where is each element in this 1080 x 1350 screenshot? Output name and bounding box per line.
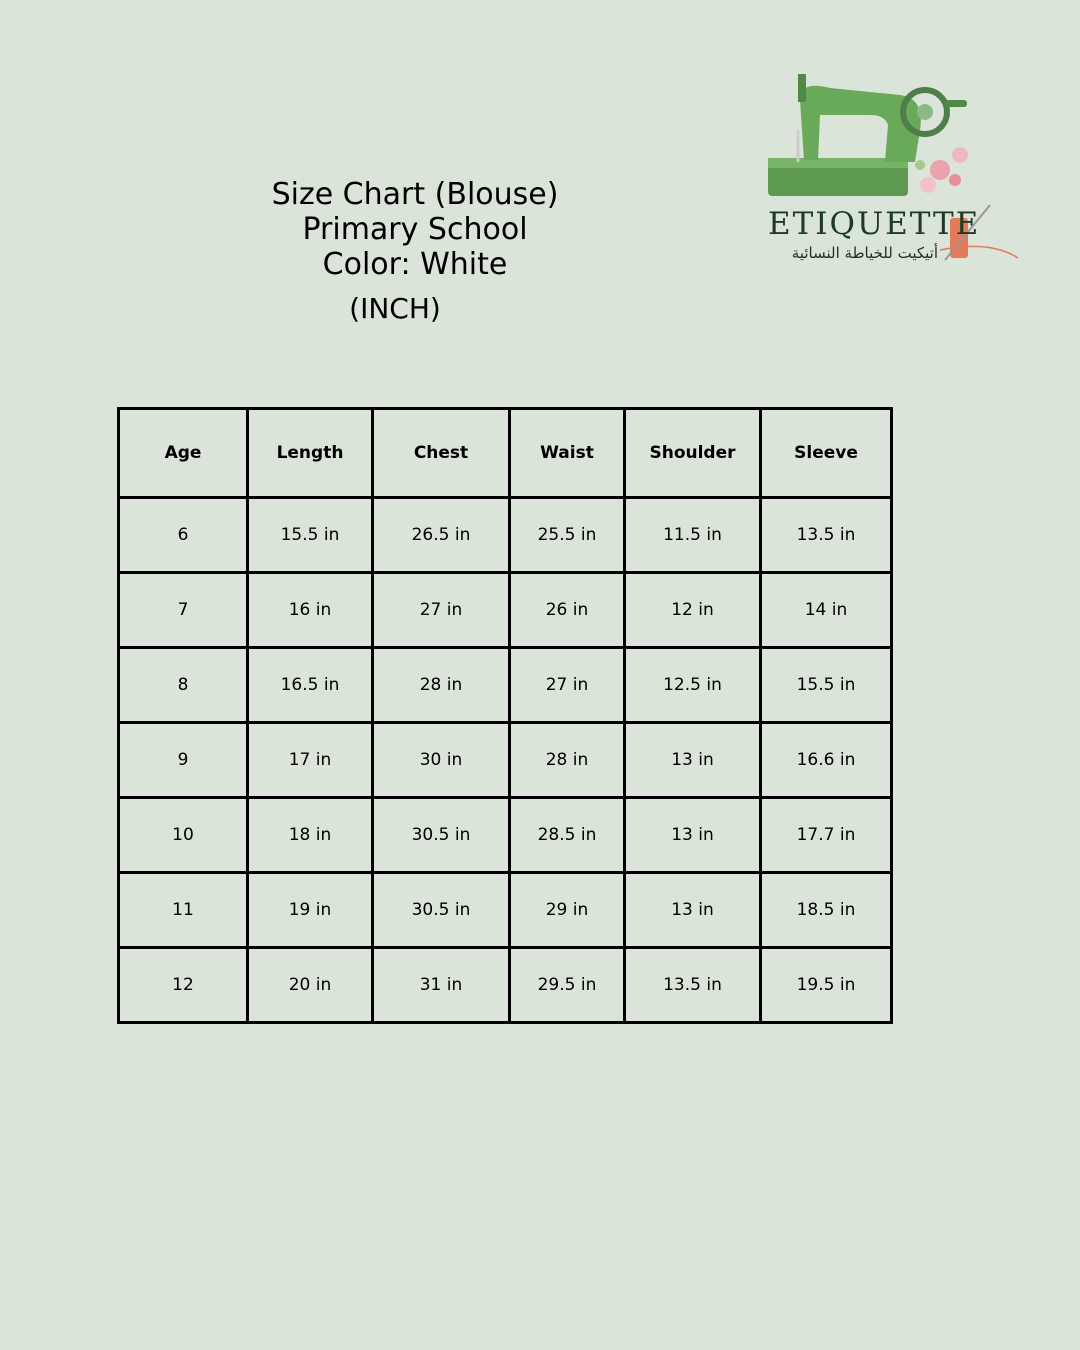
table-row (119, 798, 892, 873)
cell-age: 6 (119, 498, 248, 573)
cell-length: 20 in (248, 948, 373, 1023)
cell-waist: 26 in (510, 573, 625, 648)
header-chest: Chest (373, 409, 510, 498)
cell-waist: 28 in (510, 723, 625, 798)
brand-name: ETIQUETTE (768, 206, 981, 242)
cell-shoulder: 13.5 in (625, 948, 761, 1023)
cell-sleeve: 13.5 in (761, 498, 892, 573)
cell-length: 19 in (248, 873, 373, 948)
cell-waist: 29.5 in (510, 948, 625, 1023)
cell-sleeve: 14 in (761, 573, 892, 648)
table-row (119, 573, 892, 648)
table-row (119, 498, 892, 573)
cell-chest: 26.5 in (373, 498, 510, 573)
cell-sleeve: 19.5 in (761, 948, 892, 1023)
size-table (117, 407, 893, 1024)
cell-age: 8 (119, 648, 248, 723)
title-line-1: Size Chart (Blouse) (271, 177, 559, 212)
unit-label: (INCH) (349, 292, 441, 325)
table-header-row (119, 409, 892, 498)
cell-shoulder: 13 in (625, 798, 761, 873)
header-length: Length (248, 409, 373, 498)
cell-waist: 27 in (510, 648, 625, 723)
title-line-3: Color: White (322, 247, 508, 282)
cell-shoulder: 13 in (625, 723, 761, 798)
cell-length: 18 in (248, 798, 373, 873)
cell-shoulder: 12.5 in (625, 648, 761, 723)
cell-length: 15.5 in (248, 498, 373, 573)
cell-sleeve: 16.6 in (761, 723, 892, 798)
header-waist: Waist (510, 409, 625, 498)
cell-age: 9 (119, 723, 248, 798)
title-line-2: Primary School (302, 212, 528, 247)
cell-length: 16.5 in (248, 648, 373, 723)
cell-shoulder: 11.5 in (625, 498, 761, 573)
cell-waist: 28.5 in (510, 798, 625, 873)
header-age: Age (119, 409, 248, 498)
cell-sleeve: 17.7 in (761, 798, 892, 873)
cell-shoulder: 12 in (625, 573, 761, 648)
table-row (119, 948, 892, 1023)
cell-length: 16 in (248, 573, 373, 648)
cell-age: 10 (119, 798, 248, 873)
cell-chest: 30.5 in (373, 798, 510, 873)
cell-chest: 31 in (373, 948, 510, 1023)
header-shoulder: Shoulder (625, 409, 761, 498)
cell-age: 12 (119, 948, 248, 1023)
cell-chest: 30 in (373, 723, 510, 798)
brand-arabic: أتيكيت للخياطة النسائية (791, 244, 938, 262)
cell-chest: 27 in (373, 573, 510, 648)
cell-sleeve: 15.5 in (761, 648, 892, 723)
cell-chest: 28 in (373, 648, 510, 723)
chart-title (230, 177, 600, 282)
cell-chest: 30.5 in (373, 873, 510, 948)
cell-sleeve: 18.5 in (761, 873, 892, 948)
header-sleeve: Sleeve (761, 409, 892, 498)
cell-waist: 25.5 in (510, 498, 625, 573)
cell-age: 11 (119, 873, 248, 948)
cell-age: 7 (119, 573, 248, 648)
cell-shoulder: 13 in (625, 873, 761, 948)
cell-length: 17 in (248, 723, 373, 798)
table-row (119, 648, 892, 723)
cell-waist: 29 in (510, 873, 625, 948)
table-row (119, 723, 892, 798)
table-row (119, 873, 892, 948)
